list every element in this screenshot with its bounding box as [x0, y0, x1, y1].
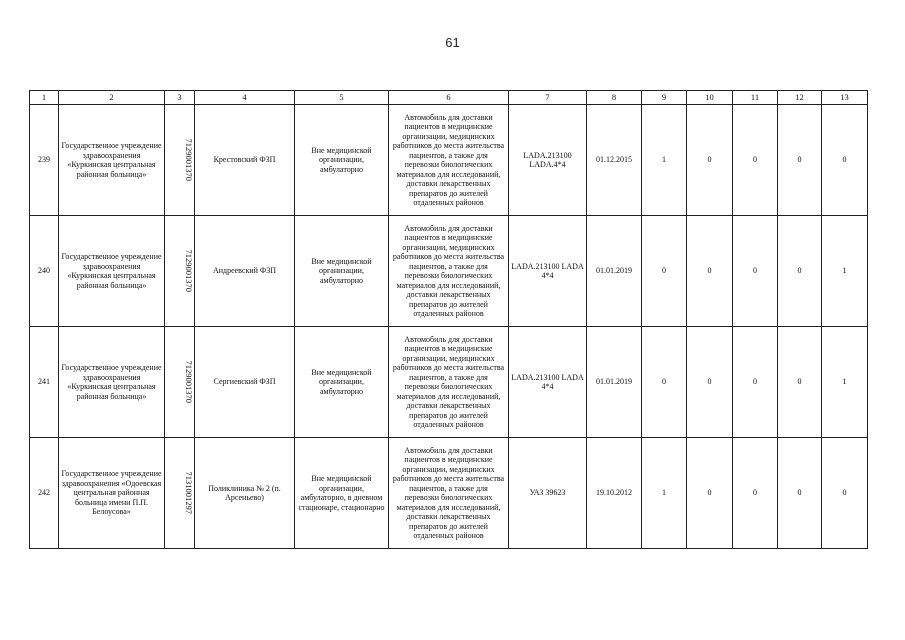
- vehicle-purpose: Автомобиль для доставки пациентов в медицинские организации, медицинских работников до места жительства пациентов, а также для перевозки биологических материалов для исследований, доставки лекарственных препаратов до жителей отдаленных районов: [389, 216, 509, 327]
- column-header: 8: [587, 91, 642, 105]
- column-header: 6: [389, 91, 509, 105]
- table-row: [30, 327, 868, 438]
- inn-value: 7129001370: [184, 249, 194, 293]
- value-cell: 0: [778, 105, 822, 216]
- vehicle-purpose: Автомобиль для доставки пациентов в медицинские организации, медицинских работников до места жительства пациентов, а также для перевозки биологических материалов для исследований, доставки лекарственных препаратов до жителей отдаленных районов: [389, 438, 509, 549]
- column-header: 10: [687, 91, 733, 105]
- registration-date: 01.01.2019: [587, 216, 642, 327]
- value-cell: 1: [642, 438, 687, 549]
- registry-table: [29, 90, 868, 549]
- page-number: 61: [445, 35, 460, 50]
- value-cell: 0: [778, 327, 822, 438]
- value-cell: 0: [687, 216, 733, 327]
- inn-value: 7129001370: [184, 360, 194, 404]
- vehicle-model: УАЗ 39623: [509, 438, 587, 549]
- organization-name: Государственное учреждение здравоохранения «Одоевская центральная районная больница имени П.П. Белоусова»: [59, 438, 165, 549]
- vehicle-model: LADA.213100 LADA 4*4: [509, 216, 587, 327]
- value-cell: 0: [822, 438, 868, 549]
- vehicle-model: LADA.213100 LADA.4*4: [509, 105, 587, 216]
- registration-date: 19.10.2012: [587, 438, 642, 549]
- vehicle-purpose: Автомобиль для доставки пациентов в медицинские организации, медицинских работников до места жительства пациентов, а также для перевозки биологических материалов для исследований, доставки лекарственных препаратов до жителей отдаленных районов: [389, 105, 509, 216]
- column-header: 9: [642, 91, 687, 105]
- value-cell: 0: [733, 105, 778, 216]
- subdivision: Сергиевский ФЗП: [195, 327, 295, 438]
- column-header: 1: [30, 91, 59, 105]
- value-cell: 0: [687, 438, 733, 549]
- value-cell: 0: [642, 327, 687, 438]
- table-row: [30, 216, 868, 327]
- column-header: 13: [822, 91, 868, 105]
- row-number: 241: [30, 327, 59, 438]
- care-conditions: Вне медицинской организации, амбулаторно: [295, 327, 389, 438]
- value-cell: 0: [687, 327, 733, 438]
- column-header: 12: [778, 91, 822, 105]
- care-conditions: Вне медицинской организации, амбулаторно: [295, 105, 389, 216]
- vehicle-purpose: Автомобиль для доставки пациентов в медицинские организации, медицинских работников до места жительства пациентов, а также для перевозки биологических материалов для исследований, доставки лекарственных препаратов до жителей отдаленных районов: [389, 327, 509, 438]
- organization-name: Государственное учреждение здравоохранения «Куркинская центральная районная больница»: [59, 327, 165, 438]
- inn-value: 7129001370: [184, 138, 194, 182]
- subdivision: Поликлиника № 2 (п. Арсеньево): [195, 438, 295, 549]
- inn-cell: [165, 327, 195, 438]
- column-header: 3: [165, 91, 195, 105]
- column-header: 2: [59, 91, 165, 105]
- inn-cell: [165, 216, 195, 327]
- value-cell: 1: [822, 327, 868, 438]
- value-cell: 0: [778, 216, 822, 327]
- inn-value: 7131001297: [184, 471, 194, 515]
- registration-date: 01.01.2019: [587, 327, 642, 438]
- organization-name: Государственное учреждение здравоохранения «Куркинская центральная районная больница»: [59, 216, 165, 327]
- registration-date: 01.12.2015: [587, 105, 642, 216]
- care-conditions: Вне медицинской организации, амбулаторно, в дневном стационаре, стационарно: [295, 438, 389, 549]
- column-header: 4: [195, 91, 295, 105]
- subdivision: Андреевский ФЗП: [195, 216, 295, 327]
- value-cell: 0: [733, 216, 778, 327]
- care-conditions: Вне медицинской организации, амбулаторно: [295, 216, 389, 327]
- subdivision: Крестовский ФЗП: [195, 105, 295, 216]
- column-header: 5: [295, 91, 389, 105]
- column-header: 7: [509, 91, 587, 105]
- row-number: 239: [30, 105, 59, 216]
- inn-cell: [165, 105, 195, 216]
- value-cell: 0: [778, 438, 822, 549]
- table-row: [30, 105, 868, 216]
- organization-name: Государственное учреждение здравоохранения «Куркинская центральная районная больница»: [59, 105, 165, 216]
- value-cell: 1: [822, 216, 868, 327]
- column-header: 11: [733, 91, 778, 105]
- row-number: 242: [30, 438, 59, 549]
- value-cell: 0: [733, 438, 778, 549]
- vehicle-model: LADA.213100 LADA 4*4: [509, 327, 587, 438]
- value-cell: 0: [642, 216, 687, 327]
- value-cell: 1: [642, 105, 687, 216]
- table-row: [30, 438, 868, 549]
- column-number-row: [30, 91, 868, 105]
- value-cell: 0: [687, 105, 733, 216]
- value-cell: 0: [733, 327, 778, 438]
- value-cell: 0: [822, 105, 868, 216]
- row-number: 240: [30, 216, 59, 327]
- inn-cell: [165, 438, 195, 549]
